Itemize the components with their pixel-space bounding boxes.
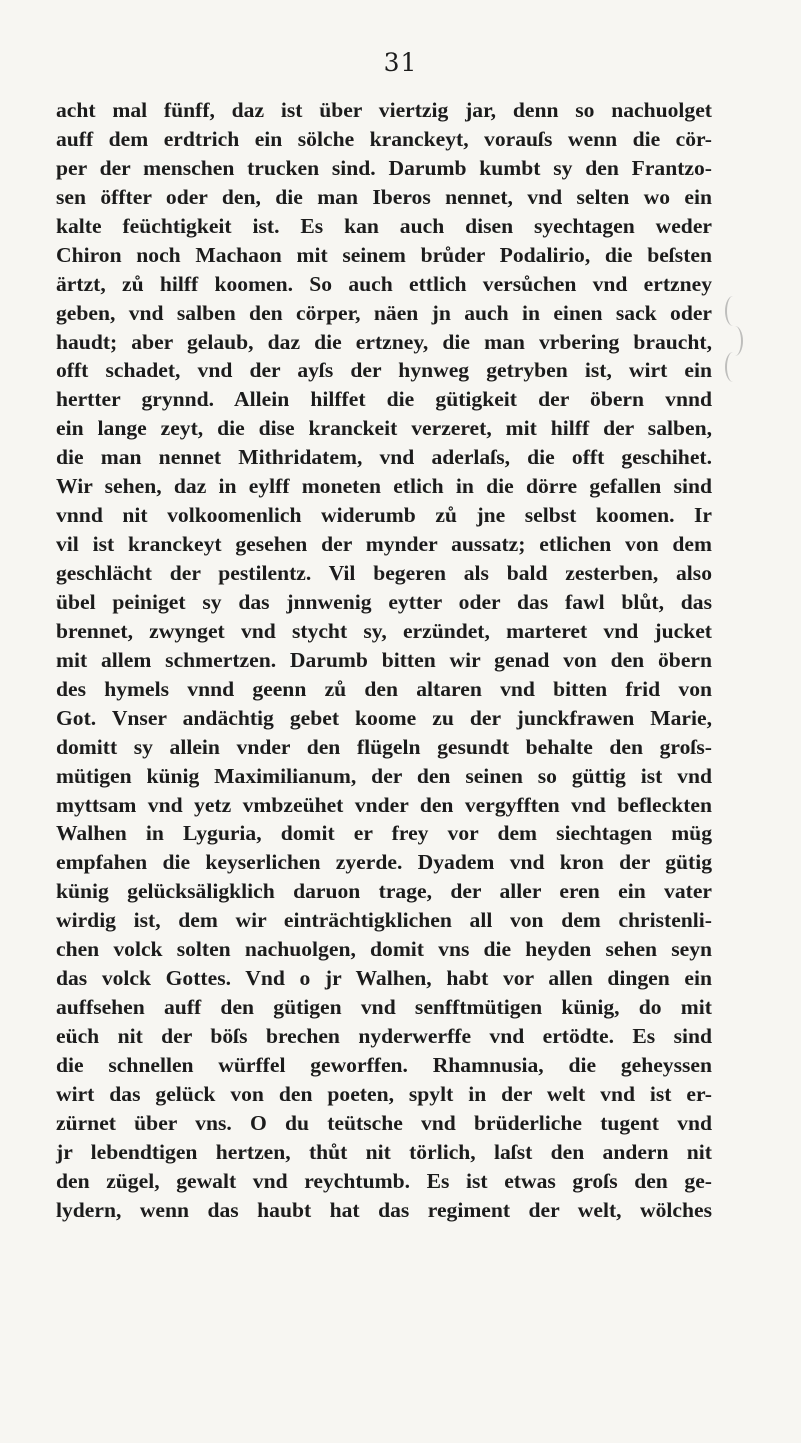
- text-line: sen öffter oder den, die man Iberos nennet, vnd selten wo ein: [56, 184, 712, 209]
- margin-bracket-mark: [725, 296, 741, 326]
- text-line: geben, vnd salben den cörper, näen jn auch in einen sack oder: [56, 300, 712, 325]
- text-line: mit allem schmertzen. Darumb bitten wir genad von den öbern: [56, 647, 712, 672]
- text-line: haudt; aber gelaub, daz die ertzney, die man vrbering braucht,: [56, 329, 712, 354]
- text-line: jr lebendtigen hertzen, thůt nit törlich, laſst den andern nit: [56, 1139, 712, 1164]
- text-line: myttsam vnd yetz vmbzeühet vnder den vergyfften vnd befleckten: [56, 792, 712, 817]
- text-line: übel peiniget sy das jnnwenig eytter oder das fawl blůt, das: [56, 589, 712, 614]
- text-line: empfahen die keyserlichen zyerde. Dyadem vnd kron der gütig: [56, 850, 712, 875]
- text-line: brennet, zwynget vnd stycht sy, erzündet, marteret vnd jucket: [56, 618, 712, 643]
- body-text: [56, 96, 712, 1225]
- text-line: wirt das gelück von den poeten, spylt in der welt vnd ist er-: [56, 1081, 712, 1106]
- text-line: des hymels vnnd geenn zů den altaren vnd bitten frid von: [56, 676, 712, 701]
- text-line: wirdig ist, dem wir einträchtigklichen all von dem christenli-: [56, 908, 712, 933]
- text-line: chen volck solten nachuolgen, domit vns die heyden sehen seyn: [56, 937, 712, 962]
- text-line: die man nennet Mithridatem, vnd aderlaſs, die offt geschihet.: [56, 445, 712, 470]
- text-line: Walhen in Lyguria, domit er frey vor dem siechtagen müg: [56, 821, 712, 846]
- text-line: Chiron noch Machaon mit seinem brůder Podalirio, die beſsten: [56, 242, 712, 267]
- text-line: den zügel, gewalt vnd reychtumb. Es ist etwas groſs den ge-: [56, 1168, 712, 1193]
- text-line: ärtzt, zů hilff koomen. So auch ettlich versůchen vnd ertzney: [56, 271, 712, 296]
- text-line: die schnellen würffel geworffen. Rhamnusia, die geheyssen: [56, 1052, 712, 1077]
- text-line: per der menschen trucken sind. Darumb kumbt sy den Frantzo-: [56, 155, 712, 180]
- text-line: hertter grynnd. Allein hilffet die gütigkeit der öbern vnnd: [56, 387, 712, 412]
- text-line: zürnet über vns. O du teütsche vnd brüderliche tugent vnd: [56, 1110, 712, 1135]
- text-line: vil ist kranckeyt gesehen der mynder aussatz; etlichen von dem: [56, 532, 712, 557]
- text-line: kalte feüchtigkeit ist. Es kan auch disen syechtagen weder: [56, 213, 712, 238]
- page-number: 31: [383, 48, 418, 77]
- text-line: lydern, wenn das haubt hat das regiment der welt, wölches: [56, 1197, 712, 1222]
- text-line: eüch nit der böſs brechen nyderwerffe vnd ertödte. Es sind: [56, 1024, 712, 1048]
- text-line: domitt sy allein vnder den flügeln gesundt behalte den groſs-: [56, 734, 712, 759]
- text-line: Got. Vnser andächtig gebet koome zu der junckfrawen Marie,: [56, 705, 712, 730]
- margin-bracket-mark: [725, 352, 741, 382]
- text-line: mütigen künig Maximilianum, der den seinen so güttig ist vnd: [56, 763, 712, 788]
- text-line: acht mal fünff, daz ist über viertzig jar, denn so nachuolget: [56, 98, 712, 122]
- text-line: geschlächt der pestilentz. Vil begeren als bald zesterben, also: [56, 561, 712, 585]
- text-line: Wir sehen, daz in eylff moneten etlich in die dörre gefallen sind: [56, 474, 712, 499]
- text-line: künig gelücksäligklich daruon trage, der aller eren ein vater: [56, 879, 712, 904]
- text-line: auffsehen auff den gütigen vnd senfftmütigen künig, do mit: [56, 995, 712, 1020]
- text-line: ein lange zeyt, die dise kranckeit verzeret, mit hilff der salben,: [56, 416, 712, 441]
- text-line: offt schadet, vnd der ayſs der hynweg getryben ist, wirt ein: [56, 358, 712, 383]
- text-line: auff dem erdtrich ein sölche kranckeyt, vorauſs wenn die cör-: [56, 126, 712, 151]
- text-line: das volck Gottes. Vnd o jr Walhen, habt vor allen dingen ein: [56, 966, 712, 991]
- text-line: vnnd nit volkoomenlich widerumb zů jne selbst koomen. Ir: [56, 503, 712, 528]
